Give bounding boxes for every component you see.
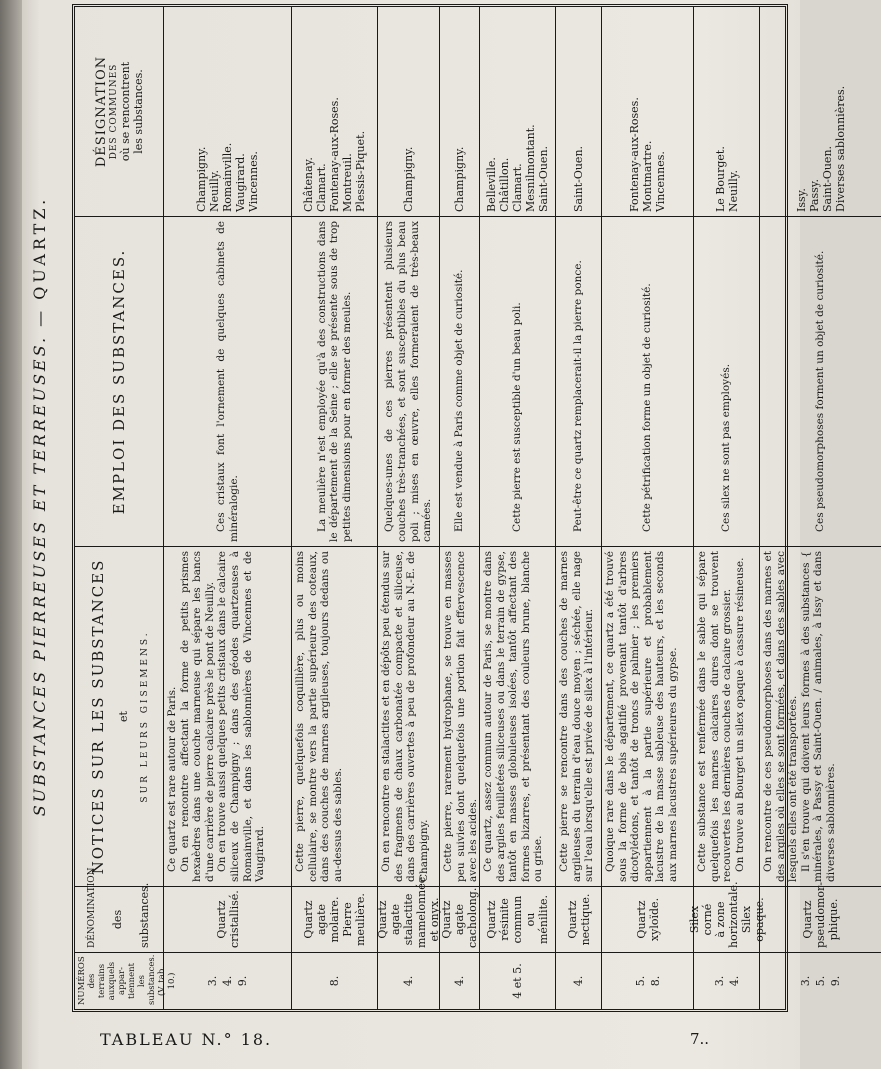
- notice-paragraph: Ce quartz, assez commun autour de Paris, se montre dans des argiles feuilletées siliceuses ou dans le terrain de gypse, tantôt en masses globuleuses isolées, tantôt affectant des formes bizarres, et présentant des couleurs brune, blanche ou grise.: [482, 551, 545, 882]
- commune-name: Châtenay.: [302, 157, 315, 212]
- title-section: QUARTZ.: [30, 195, 49, 300]
- substance-emploi: [292, 217, 377, 547]
- commune-name: Saint-Ouen.: [572, 145, 585, 212]
- commune-name: Neuilly.: [726, 169, 740, 212]
- terrain-numbers: [292, 953, 377, 1009]
- substance-emploi: [556, 217, 601, 547]
- title-main: SUBSTANCES PIERREUSES ET TERREUSES.: [30, 334, 49, 817]
- commune-name: Fontenay-aux-Roses.: [328, 97, 341, 212]
- commune-name: Diverses sablonnières.: [833, 85, 847, 212]
- substance-notice: [164, 547, 291, 887]
- notice-paragraph: On en rencontre en stalactites et en dépôts peu étendus sur des fragmens de chaux carbonatée compacte et siliceuse, dans des carrières ouvertes à peu de profondeur au N.-E. de Champigny.: [380, 551, 430, 882]
- header-numeros-line: substances.: [147, 954, 157, 1005]
- emploi-text: Elle est vendue à Paris comme objet de curiosité.: [453, 269, 466, 532]
- substance-name-line: Quartz agate: [376, 900, 402, 939]
- communes-list: [480, 7, 555, 217]
- substance-notice: [378, 547, 439, 887]
- emploi-text: Peut-être ce quartz remplacerait-il la pierre ponce.: [572, 260, 585, 532]
- header-notices-line: SUR LEURS GISEMENS.: [139, 630, 150, 803]
- book-binding: [0, 0, 22, 1069]
- notice-paragraph: On en rencontre affectant la forme de petits prismes hexaèdres dans une couche marneuse qui sépare les bancs d'une carrière de pierre calcaire près le pont de Neuilly.: [178, 551, 216, 882]
- table-row: [291, 7, 377, 1009]
- commune-name: Clamart.: [511, 163, 524, 212]
- terrain-number: 9.: [236, 975, 249, 987]
- substance-name-line: Quartz agate: [440, 900, 466, 939]
- commune-name: Romainville.: [221, 142, 234, 212]
- table-row: [555, 7, 601, 1009]
- header-numeros-line: tiennent: [127, 962, 137, 1000]
- substance-notice: [292, 547, 377, 887]
- notice-paragraph: On trouve au Bourget un silex opaque à cassure résineuse.: [733, 557, 746, 872]
- terrain-numbers: [378, 953, 439, 1009]
- emploi-text: Ces silex ne sont pas employés.: [720, 363, 733, 532]
- substance-name-line: Quartz: [214, 900, 228, 939]
- header-denomination-line: DÉNOMINATION: [87, 867, 97, 948]
- header-numeros-line: les: [137, 974, 147, 988]
- communes-list: [602, 7, 693, 217]
- emploi-text: Quelques-unes de ces pierres présentent plusieurs couches très-tranchées, et sont susceptibles du plus beau poli ; mises en œuvre, elles formeraient de très-beaux camées.: [383, 221, 434, 542]
- substance-name: [687, 881, 766, 953]
- substance-notice: [480, 547, 555, 887]
- commune-name: Saint-Ouen.: [537, 145, 550, 212]
- header-numeros-line: auxquels: [107, 961, 117, 1001]
- emploi-text: Ces pseudomorphoses forment un objet de curiosité.: [814, 250, 827, 532]
- terrain-number: 4.: [453, 975, 466, 987]
- commune-name: Le Bourget.: [713, 146, 727, 212]
- substance-name-line: cristallisé.: [227, 890, 241, 948]
- substance-emploi: [164, 217, 291, 547]
- terrain-number: 4.: [221, 975, 234, 987]
- emploi-text: Cette pierre est susceptible d'un beau poli.: [511, 302, 524, 532]
- terrain-numbers: [602, 953, 693, 1009]
- communes-list: [292, 7, 377, 217]
- substance-name-line: Quartz xyloïde.: [634, 897, 661, 942]
- header-notices: [75, 547, 163, 887]
- rotated-table-sheet: [30, 0, 847, 1012]
- header-numeros-line: appar-: [117, 967, 127, 995]
- substance-name-line: ou ménilite.: [524, 895, 550, 945]
- header-emploi-text: EMPLOI DES SUBSTANCES.: [110, 248, 128, 515]
- substance-name-line: Silex opaque.: [739, 897, 766, 942]
- header-designation-line: DES COMMUNES: [108, 63, 119, 160]
- commune-name: Belleville.: [485, 157, 498, 212]
- commune-name: Vaugirard.: [234, 153, 247, 212]
- header-denomination: [75, 867, 163, 953]
- terrain-numbers: [760, 953, 881, 1009]
- substance-name-line: Quartz: [801, 900, 814, 939]
- notice-paragraph: Quoique rare dans le département, ce quartz a été trouvé sous la forme de bois agatifié provenant tantôt d'arbres dicotylédons, et tantôt de troncs de palmier ; les premiers appartiennent à la partie supérieure et probablement lacustre de la masse sableuse des hauteurs, et les seconds aux marnes lacustres supérieures du gypse.: [604, 551, 679, 882]
- substance-name: [440, 887, 479, 953]
- emploi-text: Cette pétrification forme un objet de curiosité.: [641, 283, 654, 532]
- table-row: [163, 7, 291, 1009]
- header-notices-line: NOTICES SUR LES SUBSTANCES: [88, 558, 107, 875]
- communes-list: [440, 7, 479, 217]
- title-dash: —: [30, 307, 49, 327]
- header-notices-line: et: [116, 711, 130, 722]
- substance-name-line: cacholong.: [466, 887, 479, 948]
- notice-paragraph: Cette substance est renfermée dans le sable qui sépare quelquefois les marnes calcaires dures dont se trouvent recouvertes les dernières couches de calcaire grossier.: [696, 551, 734, 882]
- substance-name: [602, 887, 693, 953]
- notice-paragraph: Il s'en trouve qui doivent leurs formes à des substances { minérales, à Passy et Saint-Ouen. / animales, à Issy et dans diverses sablonnières.: [799, 551, 837, 882]
- substance-emploi: [760, 217, 881, 547]
- substance-name-line: Silex corné: [687, 903, 714, 936]
- substance-name: [760, 882, 881, 953]
- terrain-numbers: [694, 953, 759, 1009]
- commune-name: Mesnilmontant.: [524, 124, 537, 212]
- terrain-numbers: [556, 953, 601, 1009]
- terrain-number: 5.: [814, 975, 827, 987]
- table-row: [377, 7, 439, 1009]
- substance-name-line: nectique.: [578, 893, 592, 946]
- header-designation-line: DÉSIGNATION: [93, 55, 109, 168]
- header-designation: [75, 7, 163, 217]
- commune-name: Issy.: [794, 188, 808, 212]
- header-denomination-line: des: [111, 909, 124, 930]
- header-numeros-line: (V. tab. 10.): [157, 966, 177, 996]
- commune-name: Neuilly.: [208, 169, 221, 212]
- substance-name-line: Quartz agate: [302, 900, 328, 939]
- commune-name: Fontenay-aux-Roses.: [628, 97, 641, 212]
- communes-list: [164, 7, 291, 217]
- terrain-number: 4.: [727, 975, 741, 987]
- terrain-number: 8.: [328, 975, 341, 987]
- commune-name: Passy.: [807, 178, 821, 212]
- header-designation-line: où se rencontrent: [118, 61, 132, 162]
- notice-paragraph: Cette pierre, quelquefois coquillière, plus ou moins cellulaire, se montre vers la partie supérieure des coteaux, dans des couches de marnes argileuses, toujours dedans ou au-dessus des sables.: [294, 551, 344, 882]
- terrain-number: 9.: [829, 975, 842, 987]
- substance-name-line: horizontale.: [726, 881, 740, 948]
- terrain-numbers: [440, 953, 479, 1009]
- substance-emploi: [480, 217, 555, 547]
- quartz-table: [72, 4, 847, 1012]
- substance-notice: [440, 547, 479, 887]
- table-row: [601, 7, 693, 1009]
- substance-notice: [556, 547, 601, 887]
- commune-name: Champigny.: [402, 146, 415, 212]
- substance-notice: [760, 547, 881, 887]
- substance-name: [164, 887, 291, 953]
- header-numeros-line: des terrains: [87, 963, 107, 999]
- substance-name-line: Quartz: [565, 900, 579, 939]
- substance-name-line: et onyx.: [428, 897, 441, 942]
- commune-name: Montreuil.: [341, 153, 354, 212]
- terrain-number: 4 et 5.: [511, 963, 524, 999]
- substance-name-line: phique.: [827, 898, 840, 941]
- commune-name: Montmartre.: [641, 140, 654, 212]
- substance-name-line: stalactite: [402, 893, 415, 946]
- table-row: [439, 7, 479, 1009]
- terrain-number: 5.: [633, 975, 647, 987]
- substance-name-line: à zone: [713, 901, 727, 938]
- table-row: [687, 7, 766, 1009]
- commune-name: Vincennes.: [247, 151, 260, 212]
- substance-name: [376, 876, 441, 953]
- terrain-number: 8.: [648, 975, 662, 987]
- tableau-number: TABLEAU N.° 18.: [100, 1030, 273, 1049]
- communes-list: [556, 7, 601, 217]
- commune-name: Vincennes.: [654, 151, 667, 212]
- terrain-number: 3.: [799, 975, 812, 987]
- terrain-number: 3.: [206, 975, 219, 987]
- commune-name: Châtillon.: [498, 157, 511, 212]
- page-title: [30, 0, 66, 1012]
- substance-notice: [694, 547, 759, 887]
- notice-paragraph: Cette pierre, rarement hydrophane, se trouve en masses peu suivies dont quelquefois une portion fait effervescence avec les acides.: [442, 551, 480, 882]
- substance-name-line: mamelonnée: [415, 876, 428, 948]
- commune-name: Saint-Ouen.: [820, 145, 834, 212]
- substance-name-line: Quartz résinite: [485, 898, 511, 941]
- commune-name: Clamart.: [315, 163, 328, 212]
- header-denomination-line: substances.: [138, 882, 151, 948]
- header-numeros-line: NUMÉROS: [77, 956, 87, 1005]
- terrain-number: 4.: [572, 975, 585, 987]
- substance-name-line: pseudomor-: [814, 882, 827, 948]
- substance-name-line: commun: [511, 895, 524, 944]
- notice-paragraph: On en trouve aussi quelques petits cristaux dans le calcaire siliceux de Champigny ; dans des géodes quartzeuses à Romainville, et dans les sablonnières de Vincennes et de Vaugirard.: [216, 551, 267, 882]
- commune-name: Champigny.: [453, 146, 466, 212]
- terrain-number: 4.: [402, 975, 415, 987]
- notice-paragraph: Cette pierre se rencontre dans des couches de marnes argileuses du terrain d'eau douce moyen ; séchée, elle nage sur l'eau lorsqu'elle est privée de silex à l'intérieur.: [558, 551, 596, 882]
- communes-list: [760, 7, 881, 217]
- communes-list: [694, 7, 759, 217]
- header-numeros: [75, 953, 177, 1009]
- substance-name: [556, 887, 601, 953]
- terrain-numbers: [480, 953, 555, 1009]
- substance-emploi: [602, 217, 693, 547]
- terrain-numbers: [164, 953, 291, 1009]
- substance-emploi: [378, 217, 439, 547]
- header-designation-line: les substances.: [131, 69, 145, 154]
- substance-notice: [602, 547, 693, 887]
- substance-name-line: molaire.: [328, 896, 341, 943]
- terrain-number: 3.: [712, 975, 726, 987]
- substance-name: [480, 887, 555, 953]
- communes-list: [378, 7, 439, 217]
- emploi-text: La meulière n'est employée qu'à des constructions dans le département de la Seine ; elle se présente sous de trop petites dimensions pour en former des meules.: [315, 221, 353, 542]
- commune-name: Champigny.: [195, 146, 208, 212]
- header-emploi: [75, 217, 163, 547]
- substance-emploi: [440, 217, 479, 547]
- table-row: [759, 7, 881, 1009]
- substance-emploi: [694, 217, 759, 547]
- commune-name: Plessis-Piquet.: [354, 130, 367, 212]
- substance-name-line: Pierre meulière.: [341, 893, 367, 946]
- notice-paragraph: On rencontre de ces pseudomorphoses dans des marnes et des argiles où elles se sont formées, et dans des sables avec lesquels elles ont été transportées.: [762, 551, 800, 882]
- table-row: [479, 7, 555, 1009]
- emploi-text: Ces cristaux font l'ornement de quelques cabinets de minéralogie.: [214, 221, 240, 542]
- page-number: 7..: [690, 1030, 710, 1048]
- substance-name: [292, 887, 377, 953]
- notice-paragraph: Ce quartz est rare autour de Paris.: [166, 686, 178, 872]
